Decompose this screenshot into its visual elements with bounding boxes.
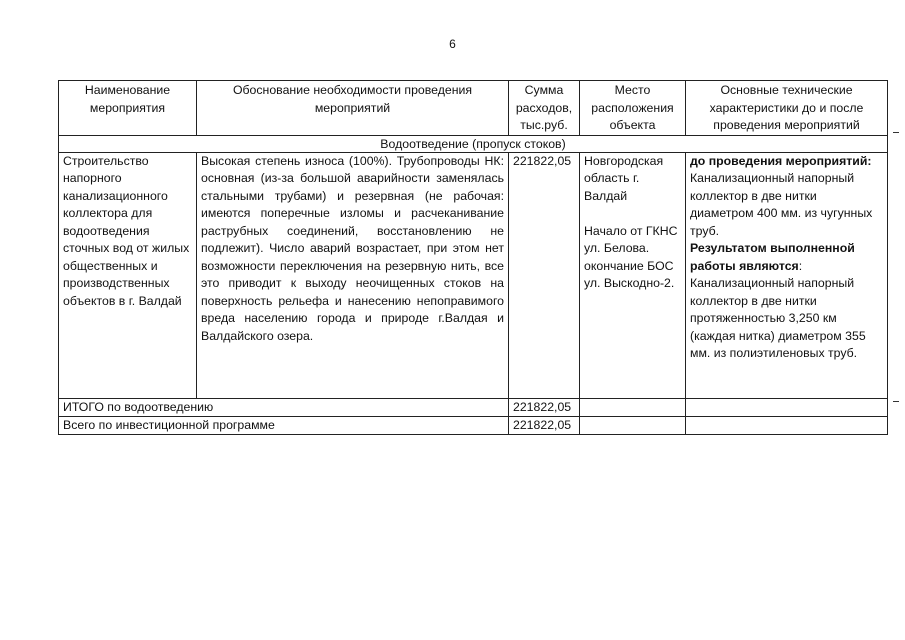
total-empty-cell xyxy=(580,398,686,416)
total-empty-cell xyxy=(686,416,888,434)
grand-total-amount: 221822,05 xyxy=(509,416,580,434)
before-text: Канализационный напорный коллектор в две нитки диаметром 400 мм. из чугунных труб. xyxy=(690,171,873,238)
cell-justification: Высокая степень износа (100%). Трубопроводы НК: основная (из-за большой аварийности заменялась стальными трубами) и резервная (не рабочая: имеются поперечные изломы и расчеканивание раструбных соединений, восстановлению не подлежит). Число аварий возрастает, при этом нет возможности переключения на резервную нить, все это приводит к выходу неочищенных стоков на поверхность рельефа и нанесению непоправимого вреда населению города и природе г.Валдая и Валдайского озера. xyxy=(197,152,509,398)
grand-total-row xyxy=(59,416,888,434)
cell-characteristics xyxy=(686,152,888,398)
grand-total-label: Всего по инвестиционной программе xyxy=(59,416,509,434)
page-number: 6 xyxy=(449,37,456,51)
location-route: Начало от ГКНС ул. Белова. окончание БОС ул. Выскодно-2. xyxy=(584,223,678,290)
location-gap xyxy=(584,205,681,223)
cell-name: Строительство напорного канализационного коллектора для водоотведения сточных вод от жилых общественных и производственных объектов в г. Валдай xyxy=(59,152,197,398)
after-text: Канализационный напорный коллектор в две нитки протяженностью 3,250 км (каждая нитка) диаметром 355 мм. из полиэтиленовых труб. xyxy=(690,276,866,360)
header-justification: Обоснование необходимости проведения мероприятий xyxy=(197,81,509,136)
header-amount: Сумма расходов, тыс.руб. xyxy=(509,81,580,136)
table-row xyxy=(59,152,888,398)
total-empty-cell xyxy=(686,398,888,416)
after-colon: : xyxy=(798,258,803,273)
investment-table xyxy=(58,80,888,435)
location-region: Новгородская область г. Валдай xyxy=(584,153,664,203)
section-title: Водоотведение (пропуск стоков) xyxy=(59,135,888,152)
margin-mark xyxy=(893,401,899,402)
after-label: Результатом выполненной работы являются xyxy=(690,241,855,273)
header-row xyxy=(59,81,888,136)
total-amount: 221822,05 xyxy=(509,398,580,416)
total-label: ИТОГО по водоотведению xyxy=(59,398,509,416)
total-row xyxy=(59,398,888,416)
header-name: Наименование мероприятия xyxy=(59,81,197,136)
section-row xyxy=(59,135,888,152)
cell-amount: 221822,05 xyxy=(509,152,580,398)
margin-mark xyxy=(893,132,899,133)
before-label: до проведения мероприятий: xyxy=(690,153,872,168)
cell-location xyxy=(580,152,686,398)
total-empty-cell xyxy=(580,416,686,434)
header-location: Место расположения объекта xyxy=(580,81,686,136)
header-characteristics: Основные технические характеристики до и после проведения мероприятий xyxy=(686,81,888,136)
